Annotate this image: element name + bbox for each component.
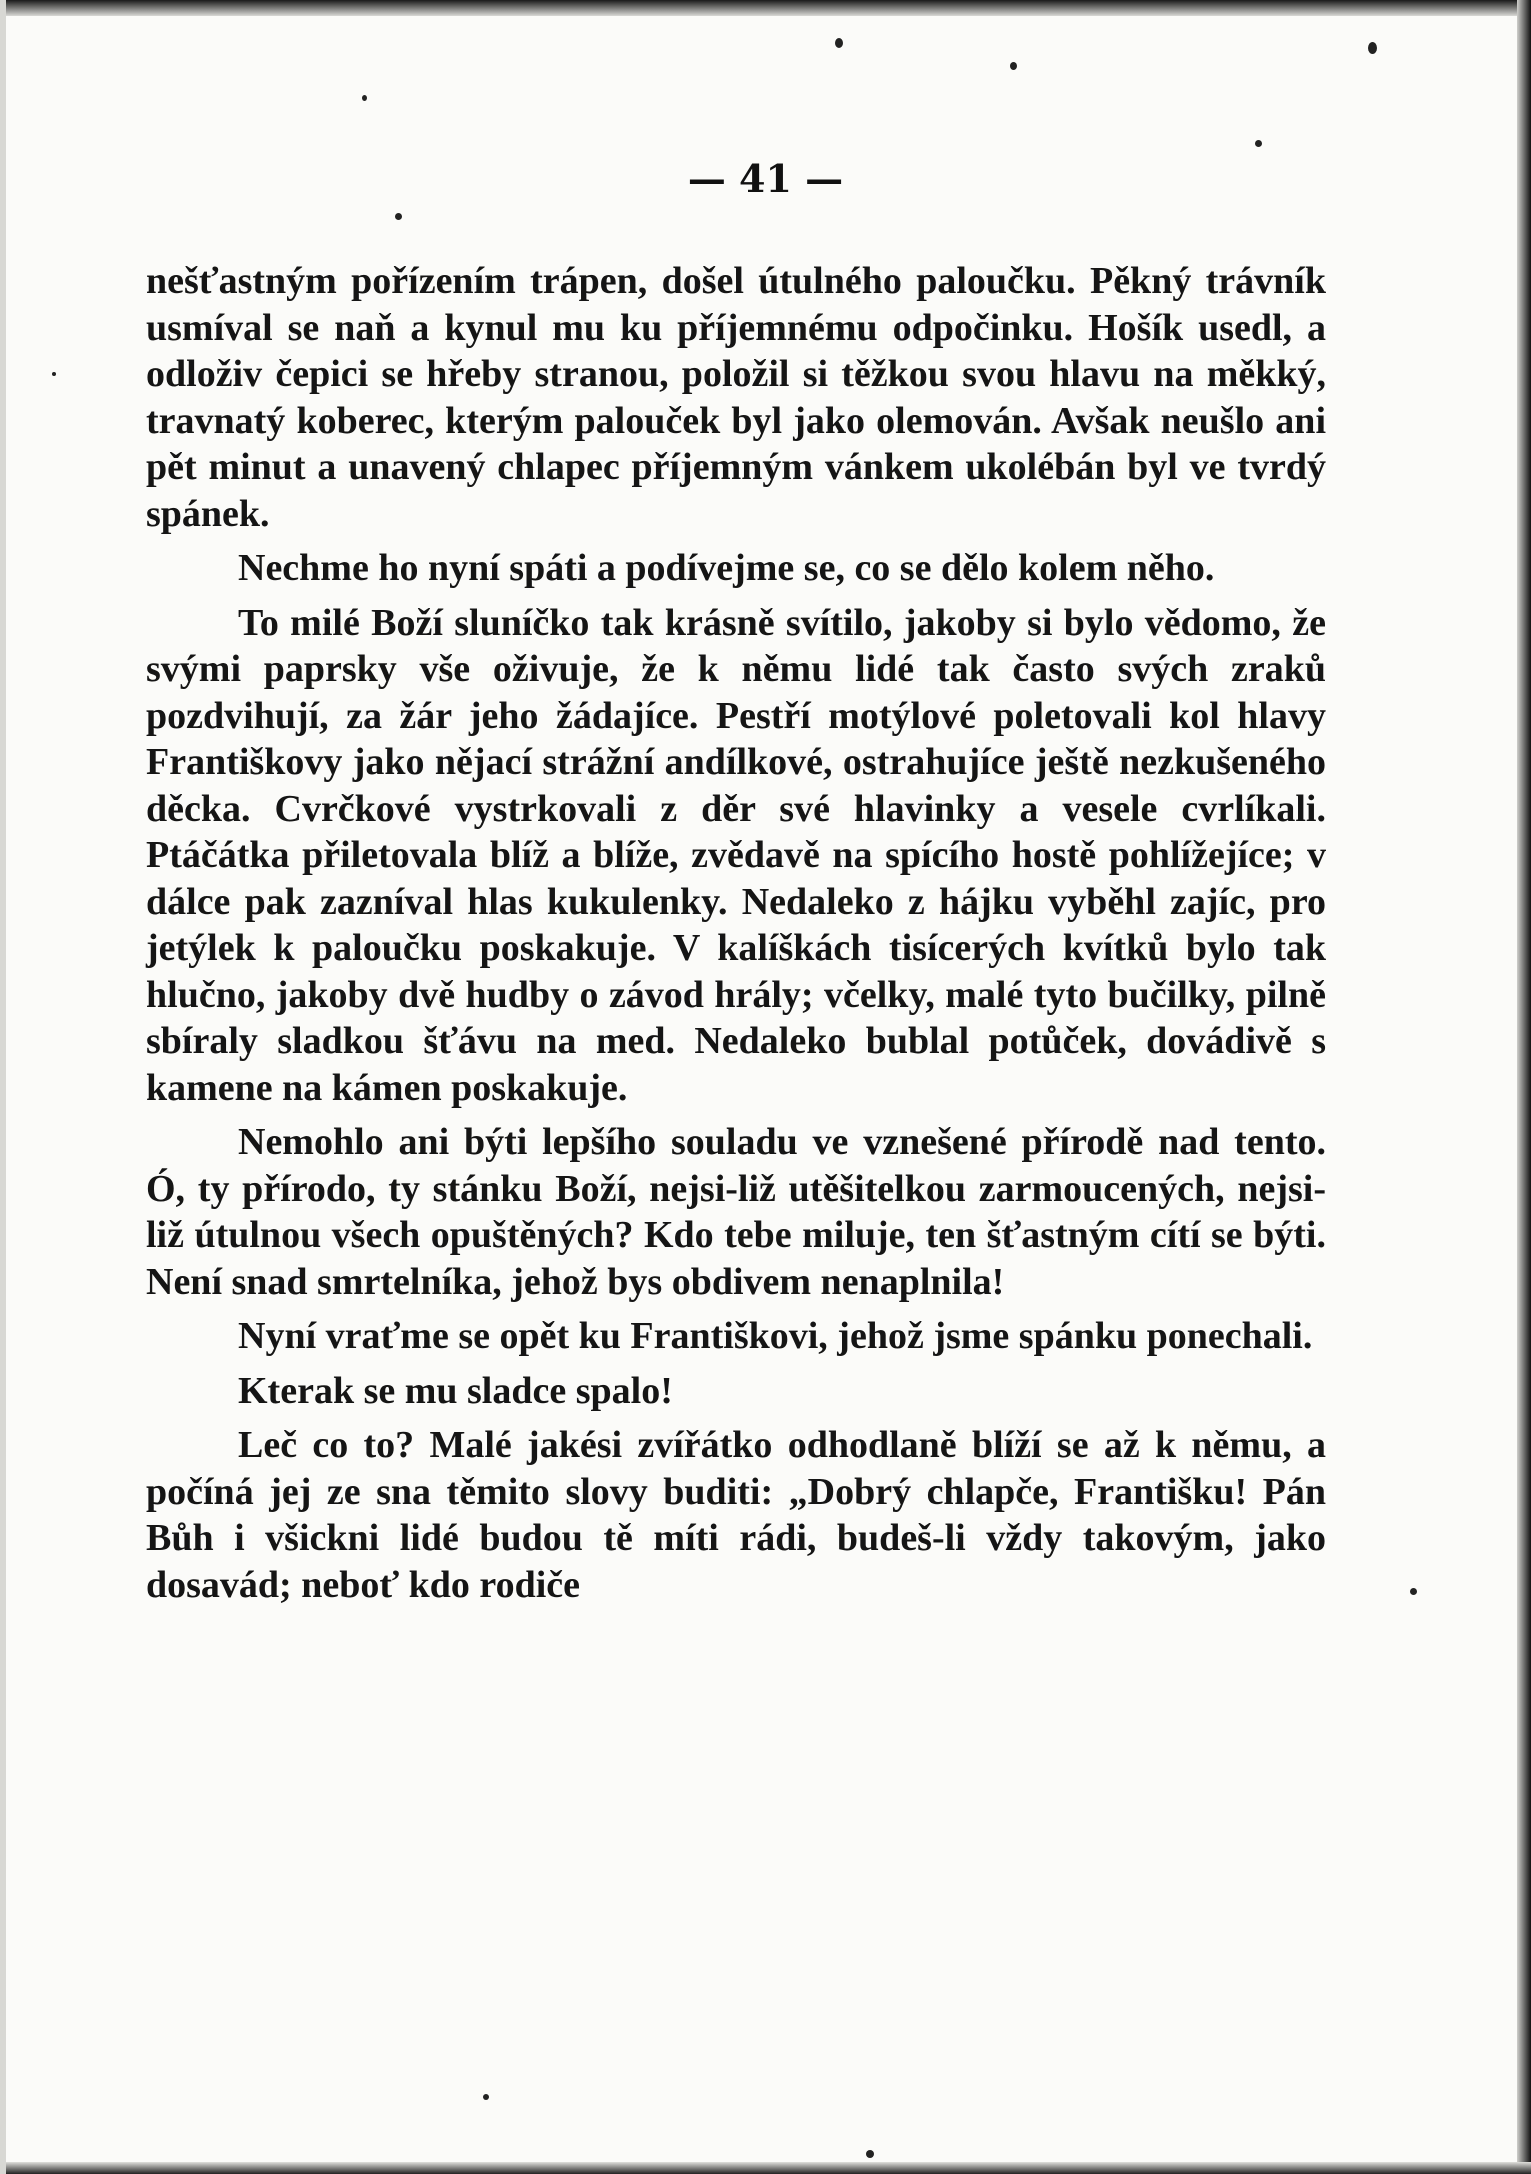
scan-edge-bottom (0, 2162, 1531, 2174)
page-number: — 41 — (687, 156, 844, 201)
scan-speck (866, 2150, 874, 2158)
scan-speck (1010, 62, 1017, 70)
scan-speck (362, 95, 367, 101)
scan-edge-top (0, 0, 1531, 16)
scan-speck (1368, 42, 1377, 54)
scan-edge-right (1517, 0, 1531, 2174)
paragraph-3: To milé Boží sluníčko tak krásně svítilo, jakoby si bylo vědomo, že svými paprsky vše oživuje, že k němu lidé tak často svých zraků pozdvihují, za žár jeho žádajíce. Pestří motýlové poletovali kol hlavy Františkovy jako nějací strážní andílkové, ostrahujíce ještě nezkušeného děcka. Cvrčkové vystrkovali z děr své hlavinky a vesele cvrlíkali. Ptáčátka přiletovala blíž a blíže, zvědavě na spícího hostě pohlížejíce; v dálce pak zazníval hlas kukulenky. Nedaleko z hájku vyběhl zajíc, pro jetýlek k paloučku poskakuje. V kalíškách tisícerých kvítků bylo tak hlučno, jakoby dvě hudby o závod hrály; včelky, malé tyto bučilky, pilně sbíraly sladkou šťávu na med. Nedaleko bublal potůček, dovádivě s kamene na kámen poskakuje. (146, 601, 1326, 1109)
scan-speck (52, 372, 56, 376)
paragraph-7: Leč co to? Malé jakési zvířátko odhodlaně blíží se až k němu, a počíná jej ze sna těmito slovy buditi: „Dobrý chlapče, Františku! Pán Bůh i všickni lidé budou tě míti rádi, budeš-li vždy takovým, jako dosavád; neboť kdo rodiče (146, 1424, 1326, 1606)
scan-speck (395, 213, 402, 220)
paragraph-2: Nechme ho nyní spáti a podívejme se, co se dělo kolem něho. (238, 547, 1215, 589)
paragraph-5: Nyní vraťme se opět ku Františkovi, jehož jsme spánku ponechali. (238, 1315, 1313, 1357)
scan-speck (835, 38, 843, 48)
scan-speck (1410, 1588, 1417, 1595)
scan-speck (483, 2094, 489, 2100)
scan-edge-left (0, 0, 6, 2174)
paragraph-4: Nemohlo ani býti lepšího souladu ve vznešené přírodě nad tento. Ó, ty přírodo, ty stánku Boží, nejsi-liž utěšitelkou zarmoucených, nejsi-liž útulnou všech opuštěných? Kdo tebe miluje, ten šťastným cítí se býti. Není snad smrtelníka, jehož bys obdivem nenaplnila! (146, 1121, 1326, 1303)
paragraph-1: nešťastným pořízením trápen, došel útulného paloučku. Pěkný trávník usmíval se naň a kynul mu ku příjemnému odpočinku. Hošík usedl, a odloživ čepici se hřeby stranou, položil si těžkou svou hlavu na měkký, travnatý koberec, kterým palouček byl jako olemován. Avšak neušlo ani pět minut a unavený chlapec příjemným vánkem ukolébán byl ve tvrdý spánek. (146, 260, 1326, 535)
paragraph-6: Kterak se mu sladce spalo! (238, 1369, 673, 1412)
scan-speck (1255, 140, 1262, 147)
body-text (146, 258, 1326, 1616)
